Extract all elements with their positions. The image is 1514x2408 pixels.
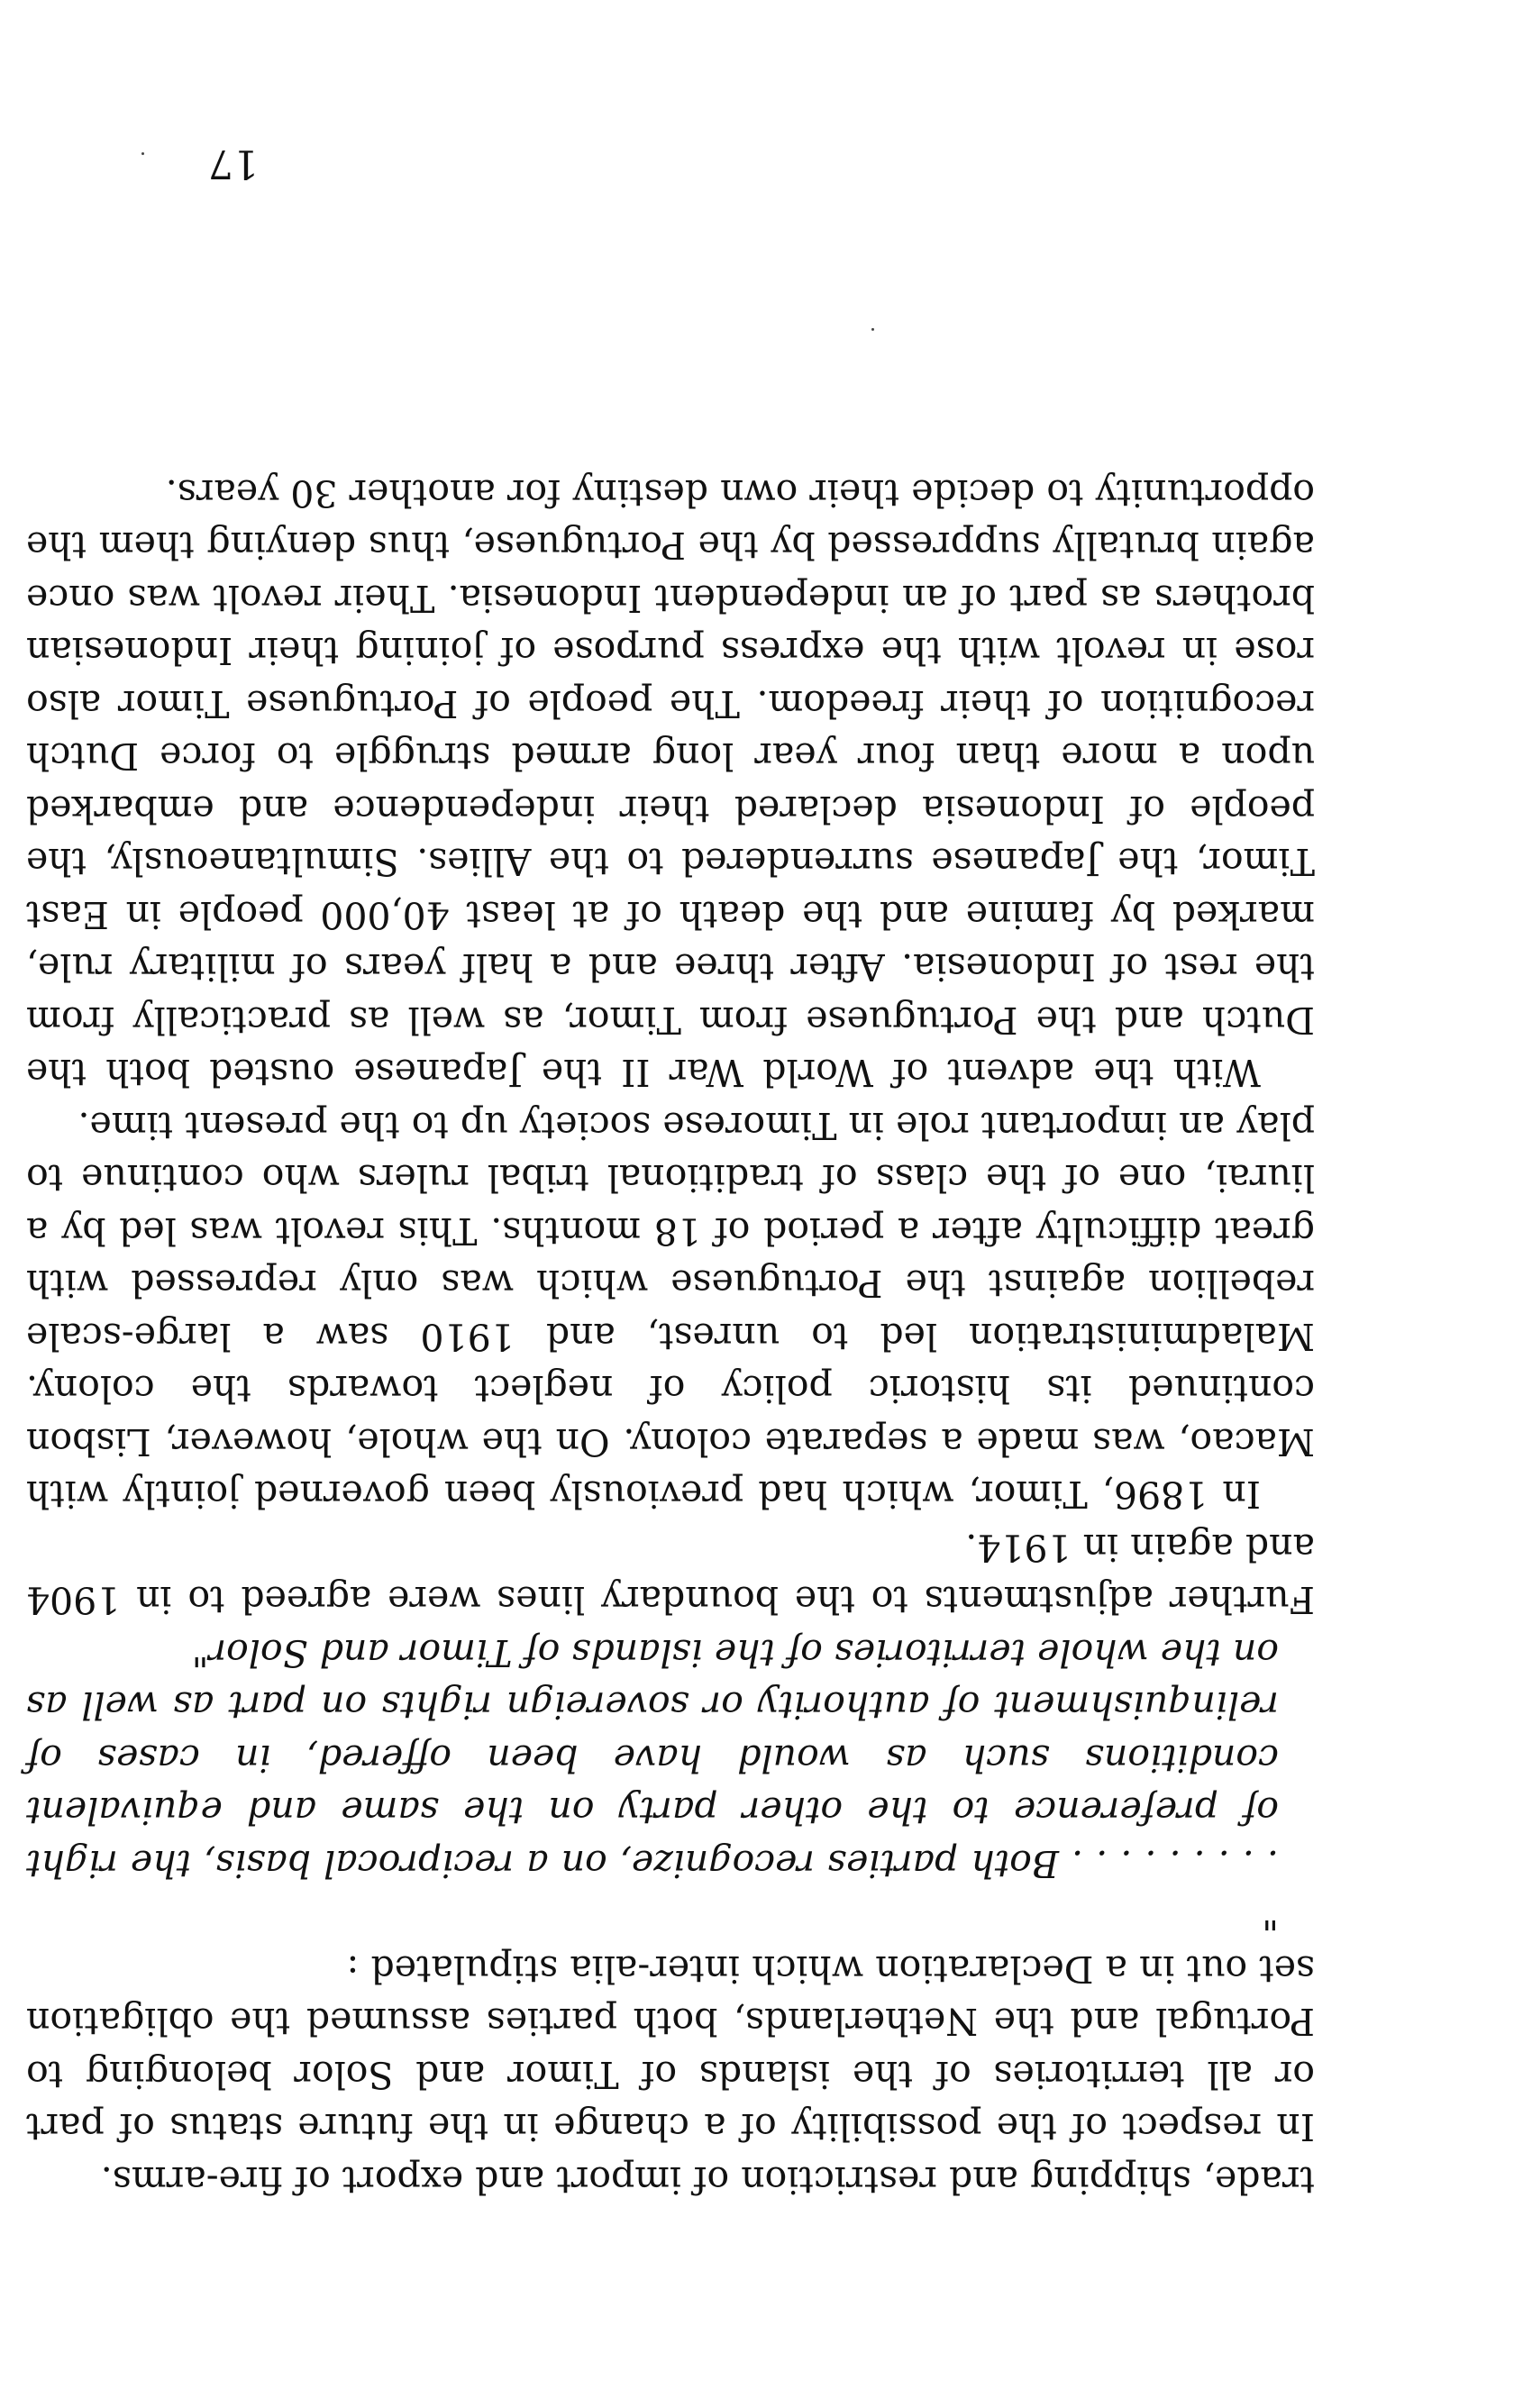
- paragraph-trade: trade, shipping and restriction of import and export of fire-arms.: [100, 2158, 1315, 2202]
- quote-opening-mark: ": [1262, 1894, 1279, 1938]
- body-text: [26, 467, 1315, 2207]
- page-number: 17: [208, 141, 259, 187]
- scan-speck: [141, 152, 144, 155]
- declaration-quote: . . . . . . . . . Both parties recognize, on a reciprocal basis, the right of preference to the other party on the same and equivalent conditions such as would have been offered, in cases of relinquishment of authority or sovereign rights on part as well as on the whole territories of the islands of Timor and Solor": [26, 1631, 1279, 1885]
- paragraph-boundary: Further adjustments to the boundary lines were agreed to in 1904 and again in 1914.: [26, 1526, 1315, 1622]
- paragraph-world-war-ii: With the advent of World War II the Japanese ousted both the Dutch and the Portuguese from Timor, as well as practically from the rest of Indonesia. After three and a half years of military rule, marked by famine and the death of at least 40,000 people in East Timor, the Japanese surrendered to the Allies. Simultaneously, the people of Indonesia declared their independence and embarked upon a more than four year long armed struggle to force Dutch recognition of their freedom. The people of Portuguese Timor also rose in revolt with the express purpose of joining their Indonesian brothers as part of an independent Indonesia. Their revolt was once again brutally suppressed by the Portuguese, thus denying them the opportunity to decide their own destiny for another 30 years.: [26, 471, 1315, 1095]
- paragraph-future-status: In respect of the possibility of a change in the future status of part or all territories of the islands of Timor and Solor belonging to Portugal and the Netherlands, both parties assumed the obligation set out in a Declaration which inter-alia stipulated :: [26, 1947, 1315, 2149]
- paragraph-1896: In 1896, Timor, which had previously been governed jointly with Macao, was made a separate colony. On the whole, however, Lisbon continued its historic policy of neglect towards the colony. Maladministration led to unrest, and 1910 saw a large-scale rebellion against the Portuguese which was only repressed with great difficulty after a period of 18 months. This revolt was led by a liurai, one of the class of traditional tribal rulers who continue to play an important role in Timorese society up to the present time.: [26, 1104, 1315, 1517]
- scan-speck: [871, 328, 874, 331]
